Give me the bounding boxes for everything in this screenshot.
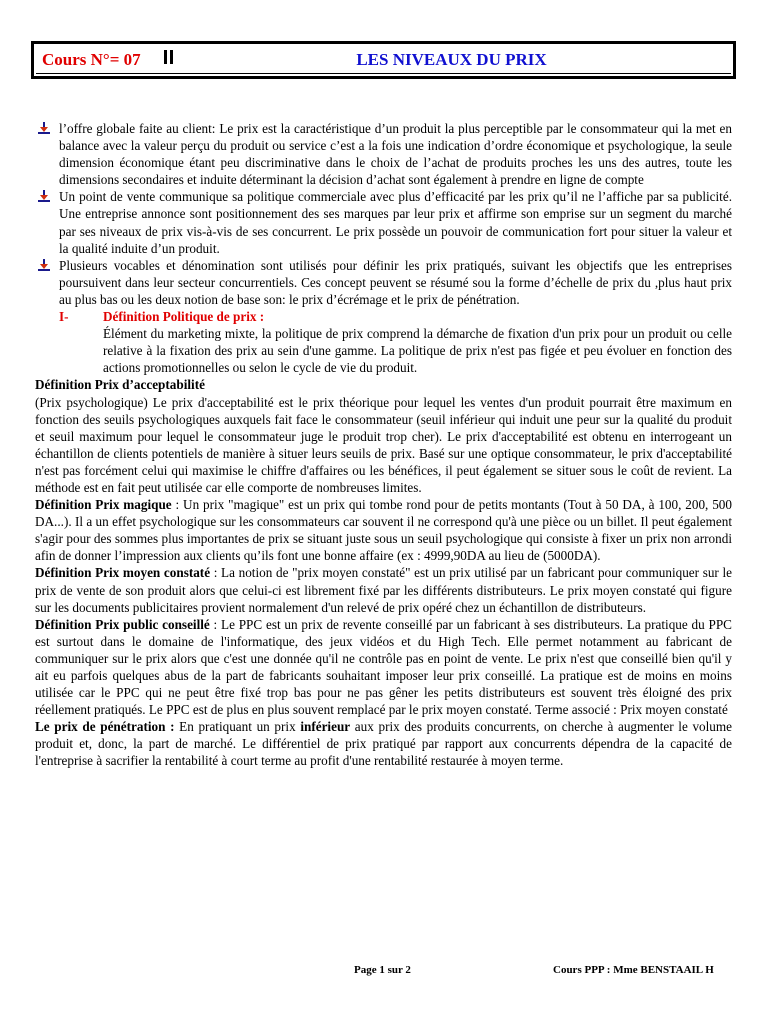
bullet-text: Un point de vente communique sa politique commerciale avec plus d’efficacité par les prix qu’il ne l’affiche par sa publicité. Une entreprise annonce sont positionnement des ses marques par leur prix et affirme son emprise sur un segment du marché par ses niveaux de prix vis-à-vis de ses concurrent. Le prix possède un pouvoir de communication fort pour situer la valeur et la qualité induite d’un produit. bbox=[59, 189, 732, 256]
section-body: Élément du marketing mixte, la politique de prix comprend la démarche de fixation d'un prix pour un produit ou celle relative à la fixation des prix au sein d'une gamme. La politique de prix n'est pas figée et peu évoluer en fonction des actions promotionnelles ou selon le cycle de vie du produit. bbox=[103, 326, 732, 376]
ppc-paragraph bbox=[35, 616, 732, 719]
list-item bbox=[35, 120, 732, 188]
course-header bbox=[31, 41, 736, 79]
list-item bbox=[35, 188, 732, 256]
acceptability-body: (Prix psychologique) Le prix d'acceptabilité est le prix théorique pour lequel les ventes d'un produit pourrait être maximum en fonction des seuils psychologiques auxquels fait face le consommateur (seuil inférieur qui induit une peur sur la qualité du produit et seuil maximum pour lequel le consommateur juge le produit trop cher). Le prix d'acceptabilité est obtenu en interrogeant un échantillon de clients potentiels de manière à situer leurs seuils de prix. Basé sur une optique consommateur, le prix d'acceptabilité n'est pas forcément celui qui maximise le chiffre d'affaires ou les bénéfices, il peut également se situer sous le coût de revient. La méthode est en fait peut utilisée car elle comporte de nombreuses limites. bbox=[35, 394, 732, 495]
penetration-emphasis: inférieur bbox=[300, 719, 351, 735]
acceptability-heading: Définition Prix d’acceptabilité bbox=[35, 377, 205, 393]
course-number: Cours N°= 07 bbox=[42, 50, 141, 69]
arrow-bullet-icon bbox=[37, 190, 51, 203]
bullet-text: Plusieurs vocables et dénomination sont utilisés pour définir les prix pratiqués, suivant les objectifs que les entreprises poursuivent dans leur secteur concurrentiels. Ces concept peuvent se résumé sou la forme d’échelle de prix du ,plus haut prix au plus bas ou les deux notion de base son: le prix d’écrémage et le prix de pénétration. bbox=[59, 257, 732, 307]
penetration-body-end: aux prix des produits concurrents, on cherche à augmenter le volume produit et, donc, la part de marché. Le différentiel de prix pratiqué par rapport aux concurrents dépendra de la capacité de l'entreprise à sacrifier la rentabilité à court terme au profit d'une rentabilité restaurée à moyen terme. bbox=[35, 719, 733, 769]
average-heading: Définition Prix moyen constaté bbox=[35, 565, 211, 581]
document-body bbox=[35, 120, 732, 770]
magic-paragraph bbox=[35, 496, 732, 564]
ppc-body: : Le PPC est un prix de revente conseillé par un fabricant à ses distributeurs. La pratique du PPC est surtout dans le domaine de l'informatique, des jeux vidéos et du High Tech. Elle permet notamment au fabricant de communiquer sur le prix alors que c'est une donnée qu'il ne contrôle pas en point de vente. Le prix n'est que conseillé bien qu'il y ait eu parfois quelques abus de la part de fabricants souhaitant imposer leur prix conseillé. La pratique est de moins en moins utilisée car le PPC qui ne peut être fixé trop bas pour ne pas gêner les petits distributeurs est souvent très éloigné des prix réellement pratiqués. Le PPC est de plus en plus souvent remplacé par le prix moyen constaté. Terme associé : Prix moyen constaté bbox=[35, 616, 732, 718]
penetration-heading: Le prix de pénétration : bbox=[35, 719, 175, 735]
page-title: LES NIVEAUX DU PRIX bbox=[356, 50, 547, 69]
page-number: Page 1 sur 2 bbox=[354, 964, 411, 976]
section-title: Définition Politique de prix : bbox=[103, 309, 265, 325]
list-item bbox=[35, 257, 732, 308]
arrow-bullet-icon bbox=[37, 122, 51, 135]
penetration-body-start: En pratiquant un prix bbox=[174, 719, 301, 735]
definition-heading bbox=[35, 376, 732, 393]
magic-heading: Définition Prix magique bbox=[35, 497, 172, 513]
average-body: : La notion de "prix moyen constaté" est un prix utilisé par un fabricant pour communiquer sur le prix de vente de son produit alors que celui-ci est librement fixé par les différents distributeurs. Le prix moyen constaté qui figure sur les documents publicitaires provient normalement d'un relevé de prix opéré chez un échantillon de distributeurs. bbox=[35, 565, 732, 615]
penetration-paragraph bbox=[35, 718, 732, 769]
average-paragraph bbox=[35, 564, 732, 615]
ppc-heading: Définition Prix public conseillé bbox=[35, 616, 210, 632]
section-number: I- bbox=[59, 309, 69, 325]
footer-course: Cours PPP : Mme BENSTAAIL H bbox=[553, 964, 714, 976]
section-heading bbox=[35, 308, 732, 325]
header-underline bbox=[36, 73, 731, 74]
arrow-bullet-icon bbox=[37, 259, 51, 272]
magic-body: : Un prix "magique" est un prix qui tombe rond pour de petits montants (Tout à 50 DA, à 100, 200, 500 DA...). Il a un effet psychologique sur les consommateurs car souvent il ne correspond qu'à une pièce ou un billet. Il peut également s'agir pour des sommes plus importantes de prix se situant juste sous un seuil psychologique qui consiste à fixer un prix non arrondi afin de donner l’impression aux clients qu’ils font une bonne affaire (ex : 4999,90DA au lieu de (5000DA). bbox=[35, 497, 732, 564]
bullet-text: l’offre globale faite au client: Le prix est la caractéristique d’un produit la plus perceptible par le consommateur qui la met en balance avec la valeur perçu du produit ou service c’est a la fois une indication d’ordre économique et psychologique, la seule dimension économique étant peu discriminative dans le choix de l’achat de produits proches les uns des autres, toute les dimensions secondaires et induite déterminant la décision d’achat sont également à prendre en ligne de compte bbox=[59, 121, 732, 188]
